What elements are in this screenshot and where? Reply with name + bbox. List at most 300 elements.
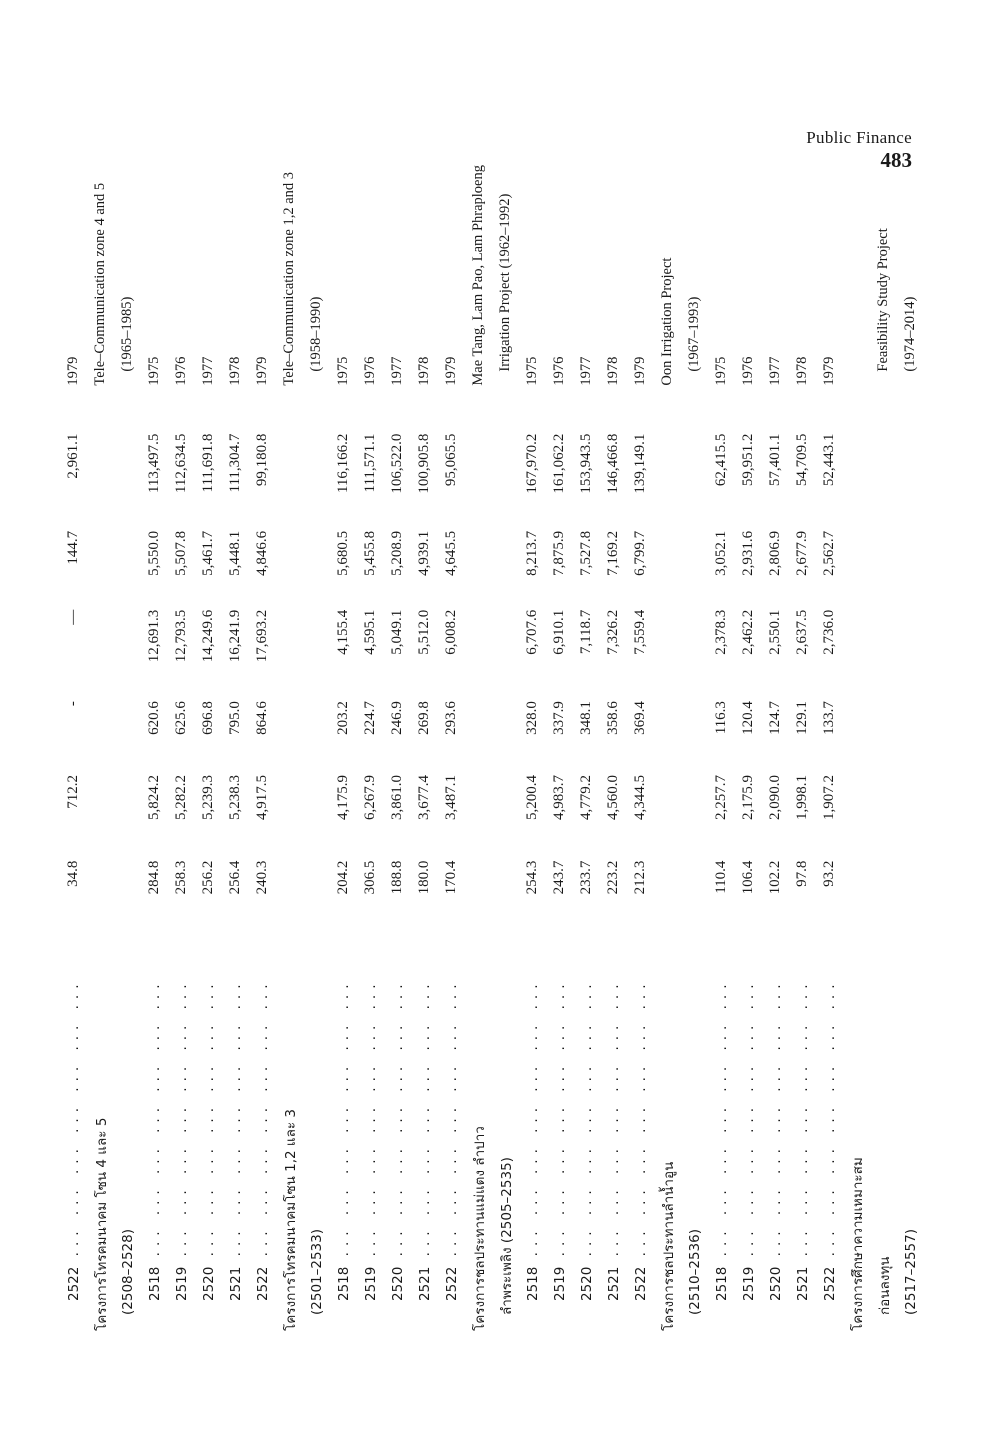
english-year-cell: 1975 [146,356,162,386]
value-cell-col6: 59,951.2 [740,433,756,487]
value-cell-col1: 212.3 [632,860,648,895]
value-cell-col6: 100,905.8 [416,433,432,494]
project-heading-row [870,165,897,1345]
value-cell-col3 [870,691,897,765]
value-cell-col3 [303,691,330,765]
value-cell-col6 [492,400,519,521]
thai-label-text: โครงการโทรคมนาคมโซน 1,2 และ 3 [282,1109,299,1331]
value-cell-col4: 17,693.2 [254,609,270,663]
project-heading-row [843,165,870,1345]
value-cell-col6 [654,400,681,521]
value-cell-col6 [897,400,924,521]
value-cell-col1 [114,851,141,906]
leader-dots: ... ... ... ... ... ... ... [443,978,460,1267]
value-cell-col2: 4,560.0 [605,774,621,820]
value-cell-col4 [276,600,303,691]
value-cell-col6: 99,180.8 [254,433,270,487]
value-cell-col3 [492,691,519,765]
value-cell-col5 [114,521,141,600]
value-cell-col1: 233.7 [578,860,594,895]
table-row [141,165,168,1345]
thai-year-cell [168,905,195,1345]
value-cell-col6: 112,634.5 [173,433,189,494]
value-cell-col3: 625.6 [173,701,189,735]
project-heading-row [681,165,708,1345]
value-cell-col1: 93.2 [821,860,837,887]
value-cell-col1: 223.2 [605,860,621,895]
value-cell-col2 [276,765,303,851]
value-cell-col5 [492,521,519,600]
thai-label-text: 2521 [227,1266,244,1301]
thai-label-text: (2510–2536) [686,1229,703,1315]
value-cell-col6: 57,401.1 [767,433,783,487]
debt-service-table [60,165,924,1345]
value-cell-col3: 348.1 [578,701,594,735]
thai-project-label [114,905,141,1345]
value-cell-col2 [654,765,681,851]
value-cell-col4: 12,793.5 [173,609,189,663]
english-project-label: (1967–1993) [686,296,702,372]
english-year-cell: 1977 [200,356,216,386]
thai-label-text: 2519 [740,1266,757,1301]
thai-year-cell [222,905,249,1345]
leader-dots: ... ... ... ... ... ... ... [767,978,784,1267]
english-year-cell: 1979 [65,356,81,386]
table-row [762,165,789,1345]
value-cell-col5 [87,521,114,600]
value-cell-col3 [654,691,681,765]
thai-year-cell [735,905,762,1345]
value-cell-col4 [114,600,141,691]
value-cell-col2: 5,238.3 [227,774,243,820]
value-cell-col4 [870,600,897,691]
table-row [519,165,546,1345]
english-year-cell: 1977 [767,356,783,386]
leader-dots: ... ... ... ... ... ... ... [794,978,811,1267]
value-cell-col2 [492,765,519,851]
table-row [357,165,384,1345]
value-cell-col5: 5,507.8 [173,530,189,576]
value-cell-col3: - [65,701,81,707]
value-cell-col1 [492,851,519,906]
table-row [222,165,249,1345]
value-cell-col1: 284.8 [146,860,162,895]
value-cell-col4: 12,691.3 [146,609,162,663]
value-cell-col3: 224.7 [362,701,378,735]
english-year-cell: 1979 [254,356,270,386]
table-row [573,165,600,1345]
value-cell-col4: 16,241.9 [227,609,243,663]
value-cell-col2: 2,257.7 [713,774,729,820]
value-cell-col1 [87,851,114,906]
thai-label-text: 2521 [794,1266,811,1301]
thai-year-cell [141,905,168,1345]
english-year-cell: 1979 [632,356,648,386]
value-cell-col4: 7,118.7 [578,609,594,655]
value-cell-col6: 111,691.8 [200,433,216,493]
table-row [546,165,573,1345]
thai-label-text: โครงการชลประทานแม่แตง ลำปาว [471,1126,488,1331]
value-cell-col6: 146,466.8 [605,433,621,494]
value-cell-col2: 6,267.9 [362,774,378,820]
english-year-cell: 1978 [227,356,243,386]
value-cell-col2: 5,282.2 [173,774,189,820]
value-cell-col4: 6,008.2 [443,609,459,655]
thai-label-text: 2520 [389,1266,406,1301]
value-cell-col2: 5,824.2 [146,774,162,820]
leader-dots: ... ... ... ... ... ... ... [335,978,352,1267]
thai-label-text: 2522 [254,1266,271,1301]
thai-label-text: 2519 [551,1266,568,1301]
thai-year-cell [573,905,600,1345]
english-project-label: (1958–1990) [308,296,324,372]
english-project-label: Oon Irrigation Project [659,257,675,386]
english-project-label: Tele–Communication zone 1,2 and 3 [281,171,297,386]
value-cell-col6: 113,497.5 [146,433,162,494]
table-row [60,165,87,1345]
thai-label-text: 2518 [146,1266,163,1301]
value-cell-col5: 5,208.9 [389,530,405,576]
value-cell-col2: 4,983.7 [551,774,567,820]
rotated-table-block [60,165,919,1345]
value-cell-col6: 111,571.1 [362,433,378,493]
thai-label-text: โครงการศึกษาความเหมาะสม [849,1157,866,1331]
thai-label-text: 2521 [416,1266,433,1301]
thai-project-label [492,905,519,1345]
thai-project-label [897,905,924,1345]
table-row [384,165,411,1345]
thai-label-text: 2522 [65,1266,82,1301]
value-cell-col4 [87,600,114,691]
english-year-cell: 1976 [362,356,378,386]
value-cell-col6: 54,709.5 [794,433,810,487]
value-cell-col1: 243.7 [551,860,567,895]
english-project-label: (1974–2014) [902,296,918,372]
project-heading-row [897,165,924,1345]
thai-label-text: 2521 [605,1266,622,1301]
value-cell-col6: 139,149.1 [632,433,648,494]
leader-dots: ... ... ... ... ... ... ... [740,978,757,1267]
value-cell-col1: 34.8 [65,860,81,887]
thai-label-text: 2518 [335,1266,352,1301]
leader-dots: ... ... ... ... ... ... ... [713,978,730,1267]
value-cell-col4 [465,600,492,691]
english-year-cell: 1976 [551,356,567,386]
value-cell-col6: 52,443.1 [821,433,837,487]
leader-dots: ... ... ... ... ... ... ... [200,978,217,1267]
leader-dots: ... ... ... ... ... ... ... [254,978,271,1267]
value-cell-col5: 7,875.9 [551,530,567,576]
english-year-cell: 1978 [416,356,432,386]
thai-label-text: 2520 [767,1266,784,1301]
value-cell-col2: 712.2 [65,774,81,809]
value-cell-col3: 293.6 [443,701,459,735]
value-cell-col2 [87,765,114,851]
thai-project-label [87,905,114,1345]
thai-label-text: 2522 [443,1266,460,1301]
thai-year-cell [627,905,654,1345]
english-project-label: (1965–1985) [119,296,135,372]
value-cell-col4 [843,600,870,691]
page-number: 483 [880,148,912,172]
value-cell-col3: 133.7 [821,701,837,735]
value-cell-col1 [303,851,330,906]
english-year-cell: 1977 [389,356,405,386]
value-cell-col5 [870,521,897,600]
project-heading-row [465,165,492,1345]
thai-project-label [465,905,492,1345]
value-cell-col4: 4,155.4 [335,609,351,655]
thai-project-label [870,905,897,1345]
value-cell-col5: 5,680.5 [335,530,351,576]
table-row [600,165,627,1345]
value-cell-col2 [303,765,330,851]
value-cell-col1: 204.2 [335,860,351,895]
english-project-label: Feasibility Study Project [875,228,891,372]
thai-year-cell [546,905,573,1345]
thai-year-cell [816,905,843,1345]
value-cell-col4: 7,559.4 [632,609,648,655]
thai-label-text: 2519 [173,1266,190,1301]
project-heading-row [114,165,141,1345]
value-cell-col4: 2,736.0 [821,609,837,655]
value-cell-col1 [870,851,897,906]
value-cell-col4 [303,600,330,691]
english-year-cell: 1975 [713,356,729,386]
project-heading-row [654,165,681,1345]
value-cell-col3 [276,691,303,765]
value-cell-col4 [681,600,708,691]
value-cell-col5 [681,521,708,600]
thai-label-text: 2519 [362,1266,379,1301]
leader-dots: ... ... ... ... ... ... ... [605,978,622,1267]
value-cell-col6: 111,304.7 [227,433,243,493]
value-cell-col4 [654,600,681,691]
value-cell-col5: 8,213.7 [524,530,540,576]
thai-year-cell [600,905,627,1345]
english-year-cell: 1979 [821,356,837,386]
value-cell-col3: 116.3 [713,701,729,735]
value-cell-col5: 6,799.7 [632,530,648,576]
value-cell-col4: 2,550.1 [767,609,783,655]
thai-project-label [654,905,681,1345]
value-cell-col4: 2,462.2 [740,609,756,655]
thai-year-cell [384,905,411,1345]
value-cell-col5: 5,455.8 [362,530,378,576]
value-cell-col4: 5,512.0 [416,609,432,655]
thai-project-label [681,905,708,1345]
thai-year-cell [249,905,276,1345]
english-project-label: Mae Tang, Lam Pao, Lam Phraploeng [470,165,486,386]
leader-dots: ... ... ... ... ... ... ... [632,978,649,1267]
english-year-cell: 1975 [524,356,540,386]
value-cell-col5 [843,521,870,600]
leader-dots: ... ... ... ... ... ... ... [551,978,568,1267]
english-year-cell: 1979 [443,356,459,386]
thai-label-text: (2508–2528) [119,1229,136,1315]
thai-label-text: 2518 [524,1266,541,1301]
thai-project-label [843,905,870,1345]
english-year-cell: 1976 [173,356,189,386]
value-cell-col5: 4,939.1 [416,530,432,576]
value-cell-col2 [114,765,141,851]
value-cell-col5: 2,562.7 [821,530,837,576]
table-row [249,165,276,1345]
project-heading-row [87,165,114,1345]
project-heading-row [303,165,330,1345]
value-cell-col6 [843,400,870,521]
value-cell-col5: 4,645.5 [443,530,459,576]
value-cell-col2: 5,200.4 [524,774,540,820]
english-project-label [843,165,870,400]
value-cell-col6 [276,400,303,521]
leader-dots: ... ... ... ... ... ... ... [416,978,433,1267]
value-cell-col1: 256.4 [227,860,243,895]
english-year-cell: 1977 [578,356,594,386]
value-cell-col2 [870,765,897,851]
table-body [60,165,924,1345]
value-cell-col6: 106,522.0 [389,433,405,494]
value-cell-col6 [114,400,141,521]
thai-year-cell [708,905,735,1345]
value-cell-col3: 358.6 [605,701,621,735]
thai-year-cell [411,905,438,1345]
table-row [816,165,843,1345]
value-cell-col6: 167,970.2 [524,433,540,494]
value-cell-col3: 328.0 [524,701,540,735]
leader-dots: ... ... ... ... ... ... ... [578,978,595,1267]
project-heading-row [276,165,303,1345]
table-row [330,165,357,1345]
value-cell-col5 [897,521,924,600]
thai-year-cell [789,905,816,1345]
value-cell-col3: 337.9 [551,701,567,735]
english-year-cell: 1976 [740,356,756,386]
thai-label-text: ก่อนลงทุน [876,1256,893,1315]
value-cell-col1: 306.5 [362,860,378,895]
value-cell-col1: 102.2 [767,860,783,895]
value-cell-col3: 620.6 [146,701,162,735]
value-cell-col2: 1,998.1 [794,774,810,820]
value-cell-col2: 4,917.5 [254,774,270,820]
value-cell-col3 [114,691,141,765]
value-cell-col3: 696.8 [200,701,216,735]
value-cell-col2: 1,907.2 [821,774,837,820]
value-cell-col4: 4,595.1 [362,609,378,655]
value-cell-col6 [87,400,114,521]
value-cell-col3: 269.8 [416,701,432,735]
value-cell-col2: 3,487.1 [443,774,459,820]
value-cell-col1: 256.2 [200,860,216,895]
value-cell-col1: 258.3 [173,860,189,895]
leader-dots: ... ... ... ... ... ... ... [173,978,190,1267]
value-cell-col5 [465,521,492,600]
value-cell-col5: 144.7 [65,530,81,565]
value-cell-col4: — [65,609,81,625]
value-cell-col4: 6,707.6 [524,609,540,655]
leader-dots: ... ... ... ... ... ... ... [227,978,244,1267]
thai-year-cell [357,905,384,1345]
value-cell-col2: 3,861.0 [389,774,405,820]
leader-dots: ... ... ... ... ... ... ... [65,978,82,1267]
value-cell-col5: 2,806.9 [767,530,783,576]
value-cell-col1 [465,851,492,906]
table-row [195,165,222,1345]
leader-dots: ... ... ... ... ... ... ... [389,978,406,1267]
value-cell-col6: 62,415.5 [713,433,729,487]
thai-label-text: (2517–2557) [902,1229,919,1315]
value-cell-col2 [843,765,870,851]
english-year-cell: 1978 [605,356,621,386]
table-row [438,165,465,1345]
value-cell-col2: 4,779.2 [578,774,594,820]
value-cell-col3: 246.9 [389,701,405,735]
value-cell-col1: 106.4 [740,860,756,895]
value-cell-col2 [897,765,924,851]
value-cell-col3: 124.7 [767,701,783,735]
project-heading-row [492,165,519,1345]
thai-label-text: โครงการชลประทานลำน้ำอูน [660,1161,677,1331]
value-cell-col5: 7,169.2 [605,530,621,576]
thai-year-cell [60,905,87,1345]
value-cell-col1: 170.4 [443,860,459,895]
value-cell-col6 [303,400,330,521]
value-cell-col4: 14,249.6 [200,609,216,663]
value-cell-col3: 864.6 [254,701,270,735]
value-cell-col2: 2,090.0 [767,774,783,820]
leader-dots: ... ... ... ... ... ... ... [524,978,541,1267]
value-cell-col1: 180.0 [416,860,432,895]
value-cell-col1 [654,851,681,906]
english-year-cell: 1978 [794,356,810,386]
value-cell-col5 [303,521,330,600]
value-cell-col5 [276,521,303,600]
value-cell-col1: 110.4 [713,860,729,894]
value-cell-col6: 161,062.2 [551,433,567,494]
value-cell-col6: 95,065.5 [443,433,459,487]
value-cell-col3: 129.1 [794,701,810,735]
value-cell-col1: 254.3 [524,860,540,895]
value-cell-col2 [465,765,492,851]
leader-dots: ... ... ... ... ... ... ... [362,978,379,1267]
value-cell-col5: 7,527.8 [578,530,594,576]
value-cell-col4: 5,049.1 [389,609,405,655]
table-row [627,165,654,1345]
thai-label-text: 2518 [713,1266,730,1301]
leader-dots: ... ... ... ... ... ... ... [821,978,838,1267]
table-row [735,165,762,1345]
thai-label-text: ลำพระเพลิง (2505–2535) [498,1157,515,1315]
value-cell-col2: 2,175.9 [740,774,756,820]
table-row [168,165,195,1345]
thai-project-label [303,905,330,1345]
table-row [789,165,816,1345]
value-cell-col3: 795.0 [227,701,243,735]
thai-label-text: 2522 [821,1266,838,1301]
value-cell-col6 [870,400,897,521]
value-cell-col3 [87,691,114,765]
value-cell-col1 [681,851,708,906]
value-cell-col5: 5,448.1 [227,530,243,576]
thai-project-label [276,905,303,1345]
value-cell-col5: 2,931.6 [740,530,756,576]
value-cell-col5: 2,677.9 [794,530,810,576]
thai-label-text: 2522 [632,1266,649,1301]
thai-label-text: โครงการโทรคมนาคม โซน 4 และ 5 [93,1117,110,1331]
thai-label-text: 2520 [200,1266,217,1301]
thai-year-cell [438,905,465,1345]
english-year-cell: 1975 [335,356,351,386]
